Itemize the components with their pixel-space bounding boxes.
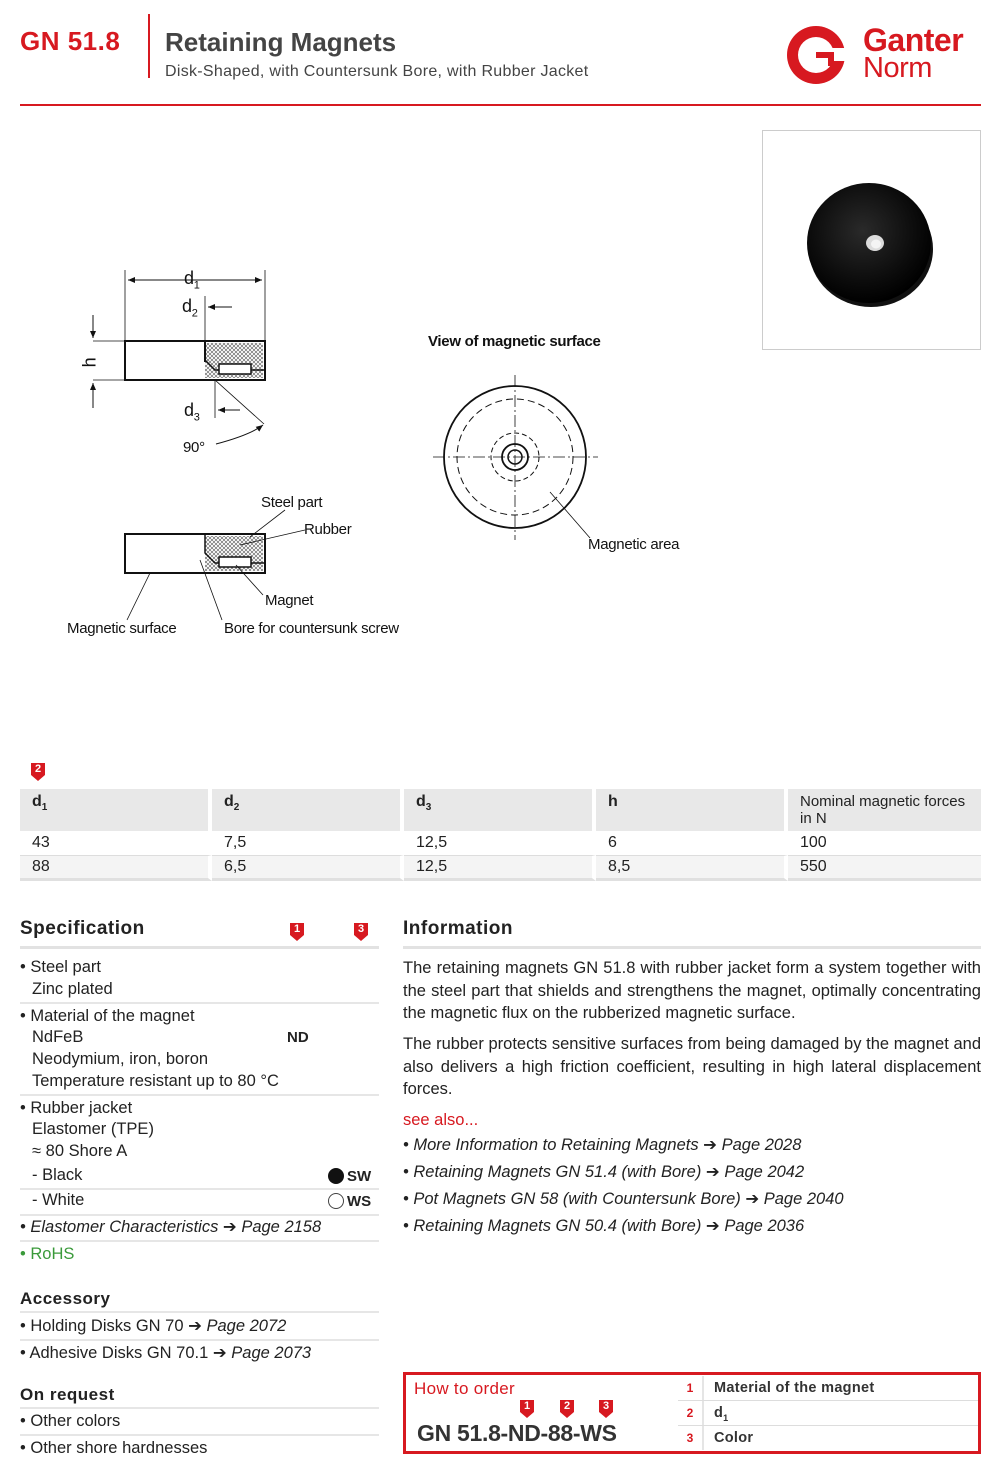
table-header-row (20, 789, 981, 831)
table-cell: 6 (596, 831, 788, 856)
spec-line: Zinc plated (32, 980, 113, 998)
order-legend (678, 1375, 978, 1451)
spec-rule (20, 946, 379, 949)
spec-line: Neodymium, iron, boron (32, 1050, 209, 1068)
dim-d1-label: $d_1$ (184, 268, 200, 292)
dim-h-label: h (79, 357, 100, 368)
elastomer-link[interactable]: • Elastomer Characteristics ➔ Page 2158 (20, 1218, 322, 1236)
magnetic-area-label: Magnetic area (588, 536, 680, 553)
table-cell: 550 (788, 856, 981, 881)
order-marker-3: 3 (598, 1399, 614, 1419)
white-color-swatch-icon (327, 1192, 345, 1210)
table-cell: 12,5 (404, 831, 596, 856)
magnet-label: Magnet (265, 592, 314, 609)
table-cell: 43 (20, 831, 212, 856)
table-marker-2: 2 (30, 762, 46, 782)
table-row (20, 856, 981, 881)
spec-line: Elastomer (TPE) (32, 1120, 154, 1138)
col-header-d2: $d_2$ (212, 789, 404, 831)
spec-divider (20, 1214, 379, 1216)
accessory-item-holding-disks[interactable]: • Holding Disks GN 70 ➔ Page 2072 (20, 1317, 287, 1335)
angle-label: 90° (183, 439, 205, 456)
page-title: Retaining Magnets (165, 27, 397, 57)
accessory-title: Accessory (20, 1289, 111, 1308)
spec-line: • Material of the magnet (20, 1007, 195, 1025)
spec-line: Temperature resistant up to 80 °C (32, 1072, 279, 1090)
see-also-link[interactable]: • Retaining Magnets GN 50.4 (with Bore) ➔ Page 2036 (403, 1217, 805, 1235)
spec-line: • Steel part (20, 958, 101, 976)
page-subtitle: Disk-Shaped, with Countersunk Bore, with Rubber Jacket (165, 63, 589, 80)
table-cell: 12,5 (404, 856, 596, 881)
order-legend-label: Color (714, 1430, 754, 1446)
code-sw: SW (347, 1168, 372, 1185)
order-legend-row (678, 1401, 978, 1426)
product-code: GN 51.8 (20, 26, 121, 56)
see-also-link[interactable]: • Pot Magnets GN 58 (with Countersunk Bore) ➔ Page 2040 (403, 1190, 844, 1208)
header-rule (20, 104, 981, 106)
col-header-d3: $d_3$ (404, 789, 596, 831)
col-header-force: Nominal magnetic forces in N (788, 789, 981, 831)
see-also-link[interactable]: • Retaining Magnets GN 51.4 (with Bore) ➔ Page 2042 (403, 1163, 805, 1181)
on-request-divider (20, 1434, 379, 1436)
on-request-item: • Other shore hardnesses (20, 1439, 208, 1457)
on-request-rule (20, 1407, 379, 1409)
info-paragraph-2: The rubber protects sensitive surfaces from being damaged by the magnet and also delivers a high friction coefficient, resulting in high lateral displacement forces. (403, 1035, 981, 1098)
spec-line: ≈ 80 Shore A (32, 1142, 128, 1160)
table-cell: 100 (788, 831, 981, 856)
dimensions-table (20, 789, 981, 881)
spec-divider (20, 1240, 379, 1242)
table-row (20, 831, 981, 856)
spec-line: - White (32, 1191, 85, 1209)
dim-d2-label: $d_2$ (182, 296, 198, 320)
accessory-item-adhesive-disks[interactable]: • Adhesive Disks GN 70.1 ➔ Page 2073 (20, 1344, 312, 1362)
drawing-lines (0, 120, 760, 660)
col-header-h: h (596, 789, 788, 831)
logo-text-norm: Norm (863, 52, 932, 84)
magnetic-surface-label: Magnetic surface (67, 620, 177, 637)
see-also-label: see also... (403, 1111, 479, 1129)
header-divider (148, 14, 150, 78)
spec-divider (20, 1094, 379, 1096)
order-legend-number: 1 (678, 1376, 704, 1400)
view-title: View of magnetic surface (428, 333, 601, 350)
order-code: GN 51.8-ND-88-WS (417, 1420, 617, 1446)
how-to-order-title: How to order (414, 1379, 515, 1398)
spec-divider (20, 1002, 379, 1004)
specification-title: Specification (20, 918, 145, 939)
on-request-title: On request (20, 1385, 115, 1404)
order-legend-label: Material of the magnet (714, 1380, 875, 1396)
on-request-item: • Other colors (20, 1412, 121, 1430)
dim-d3-label: $d_3$ (184, 400, 200, 424)
see-also-link[interactable]: • More Information to Retaining Magnets ➔ Page 2028 (403, 1136, 802, 1154)
rohs-label: • RoHS (20, 1245, 75, 1263)
accessory-divider (20, 1339, 379, 1341)
spec-line: • Rubber jacket (20, 1099, 133, 1117)
info-rule (403, 946, 981, 949)
info-paragraph-1: The retaining magnets GN 51.8 with rubber jacket form a system together with the steel part that shields and strengthens the magnet, optimally concentrating the magnetic flux on the rubberized magnetic surface. (403, 959, 981, 1022)
product-photo (762, 130, 981, 350)
order-legend-row (678, 1426, 978, 1451)
col-header-d1: $d_1$ (20, 789, 212, 831)
spec-line: NdFeB (32, 1028, 84, 1046)
steel-part-label: Steel part (261, 494, 323, 511)
order-legend-row (678, 1376, 978, 1401)
code-ws: WS (347, 1193, 372, 1210)
order-marker-2: 2 (559, 1399, 575, 1419)
spec-marker-1: 1 (289, 922, 305, 942)
ganter-g-icon (785, 24, 851, 86)
how-to-order-box (403, 1372, 981, 1454)
magnet-disk-photo (763, 131, 982, 351)
table-cell: 7,5 (212, 831, 404, 856)
black-color-swatch-icon (327, 1167, 345, 1185)
ganter-norm-logo (785, 22, 985, 88)
technical-drawing (0, 120, 760, 660)
accessory-rule (20, 1311, 379, 1313)
logo-text-ganter: Ganter (863, 22, 964, 58)
information-title: Information (403, 918, 513, 939)
bore-label: Bore for countersunk screw (224, 620, 399, 637)
order-legend-number: 3 (678, 1426, 704, 1450)
order-legend-number: 2 (678, 1401, 704, 1425)
spec-marker-3: 3 (353, 922, 369, 942)
order-legend-label: $d_1$ (714, 1405, 729, 1423)
table-cell: 8,5 (596, 856, 788, 881)
table-cell: 6,5 (212, 856, 404, 881)
table-cell: 88 (20, 856, 212, 881)
order-marker-1: 1 (519, 1399, 535, 1419)
rubber-label: Rubber (304, 521, 352, 538)
code-nd: ND (287, 1029, 309, 1046)
spec-line: - Black (32, 1166, 83, 1184)
